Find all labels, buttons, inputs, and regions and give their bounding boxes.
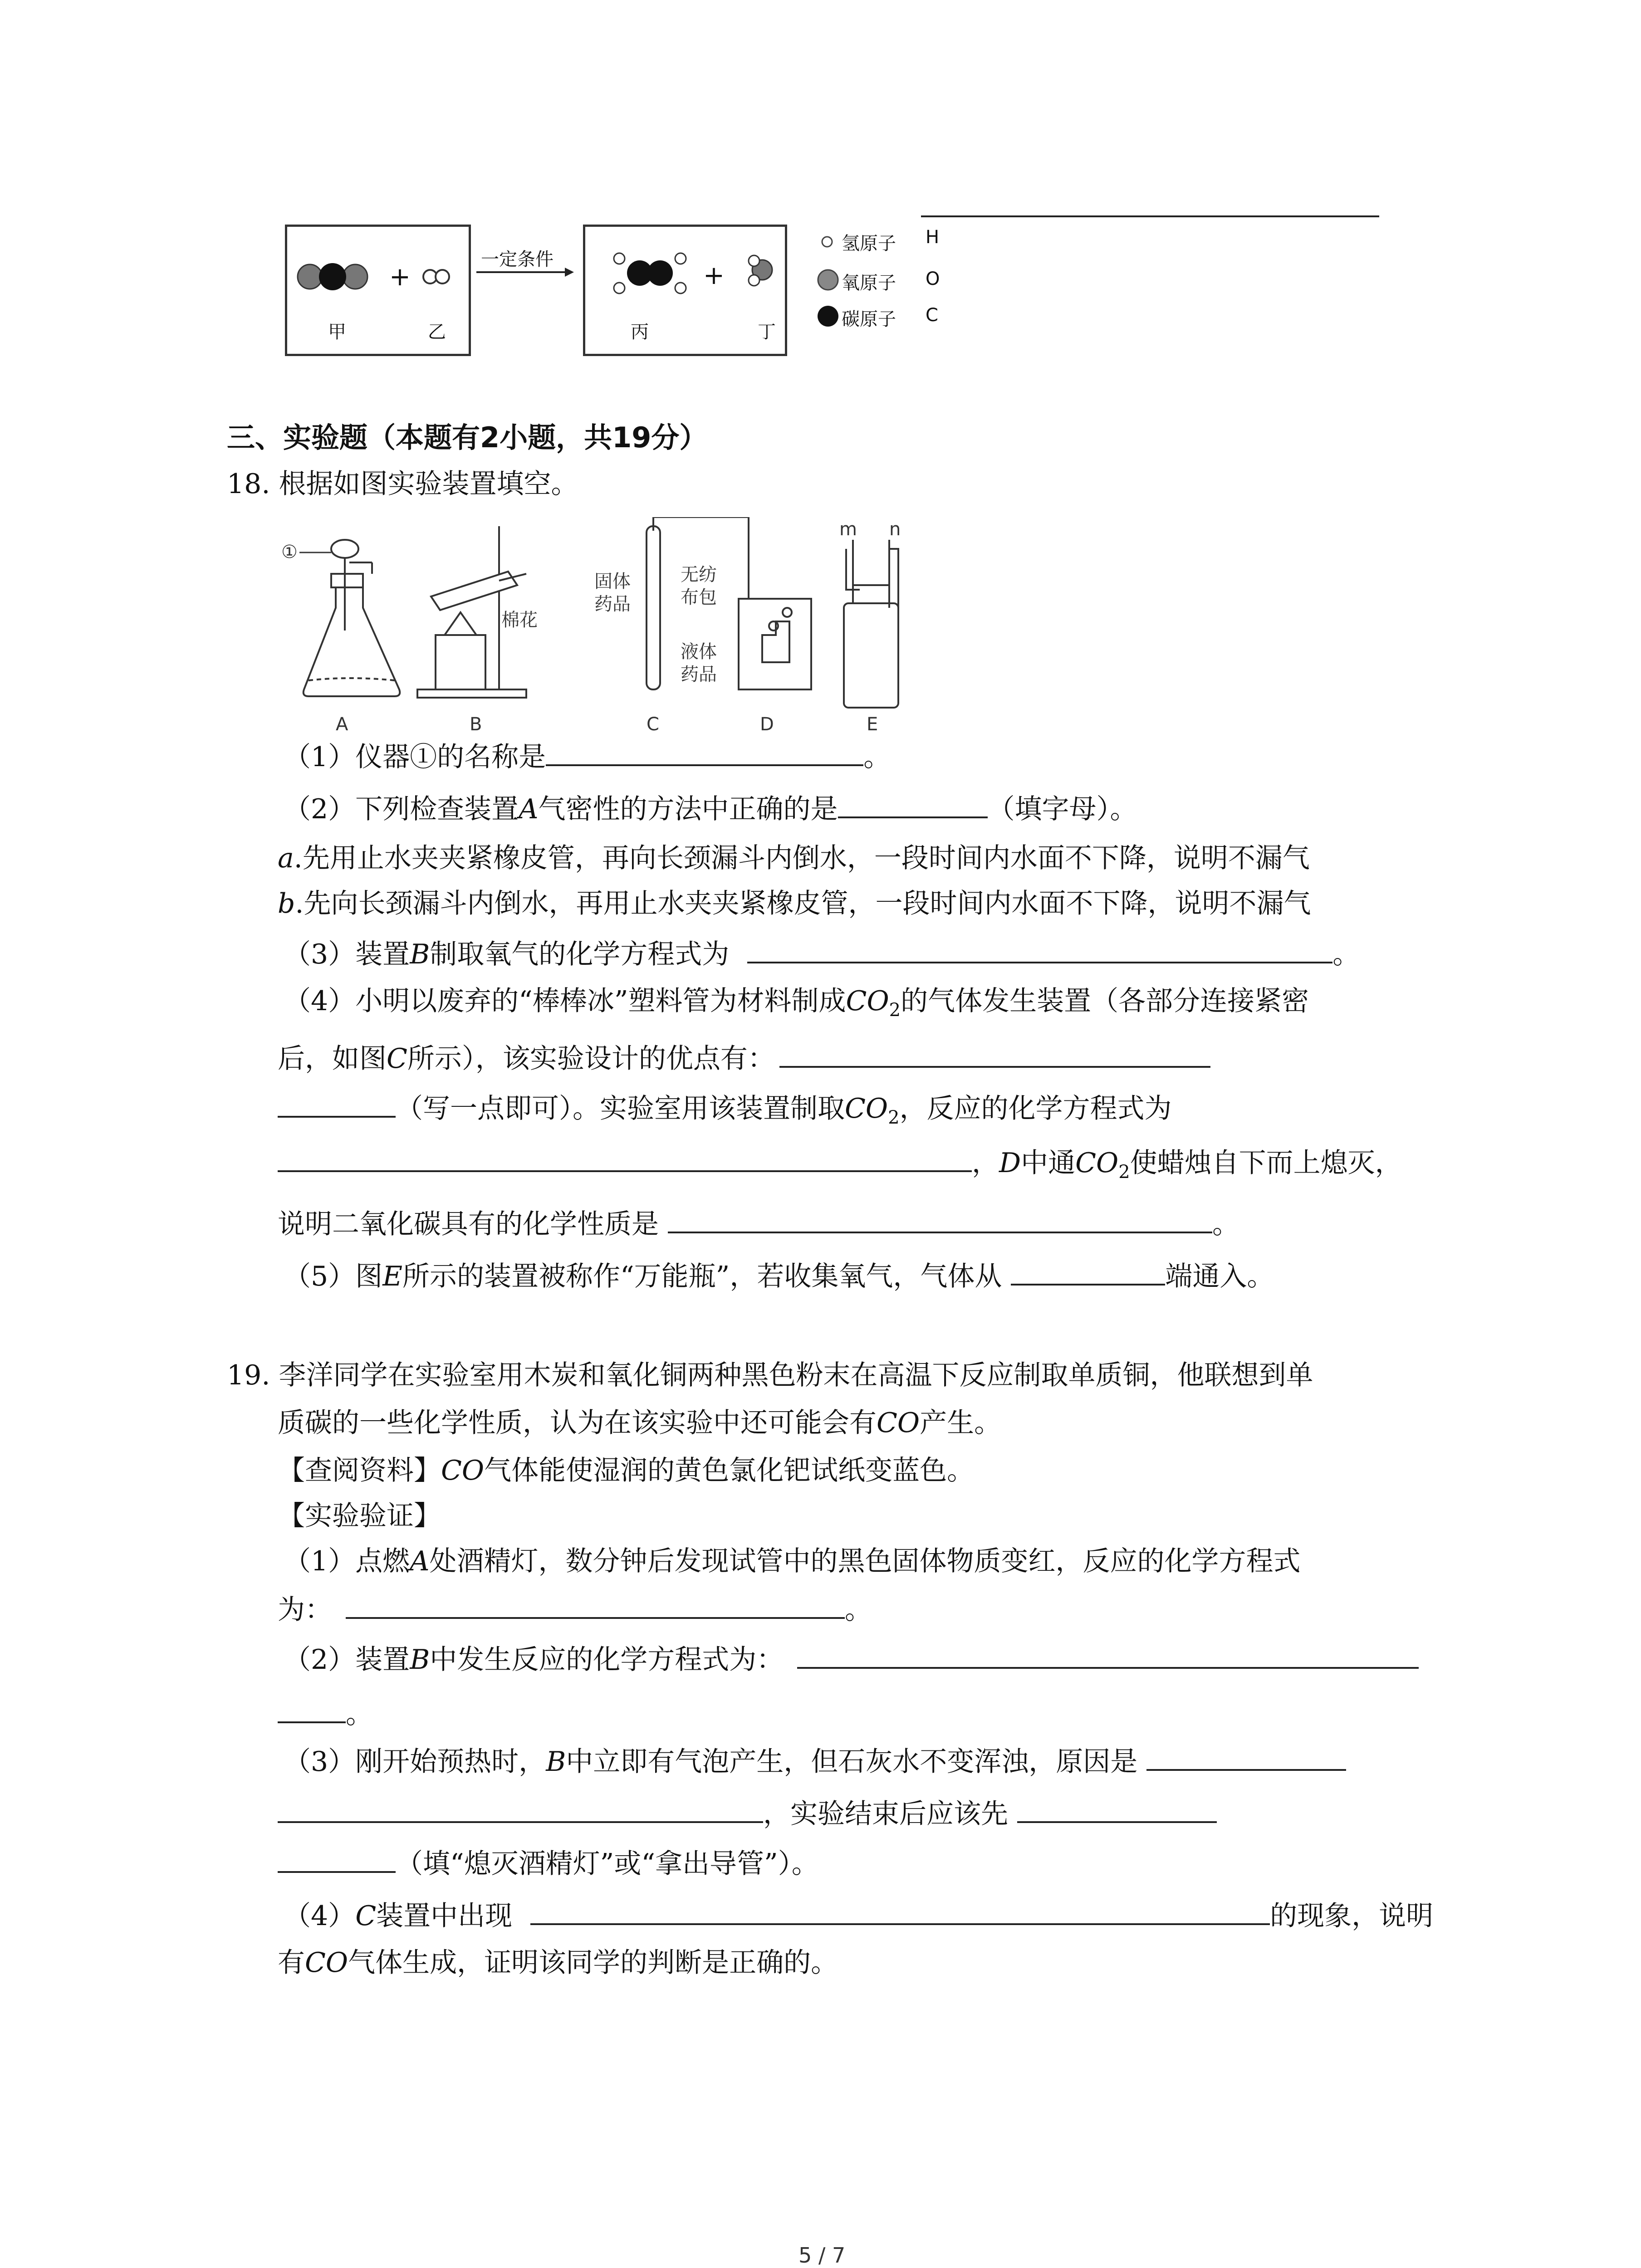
- q18-p4-c: 后，如图: [278, 1043, 387, 1075]
- product-bing-c2: [647, 260, 673, 286]
- q18-opt-a-text: .先用止水夹夹紧橡皮管，再向长颈漏斗内倒水，一段时间内水面不下降，说明不漏气: [294, 842, 1310, 874]
- q19-p2-blank[interactable]: [797, 1640, 1419, 1669]
- q18-p4-sub2-c: 2: [1118, 1162, 1130, 1183]
- product-bing-h3: [675, 253, 686, 264]
- q19-p4-b: 装置中出现: [376, 1900, 513, 1932]
- q18-p4-co2-b: CO: [845, 1093, 888, 1124]
- q18-part4-line4: [278, 1143, 1402, 1191]
- q18-p2-end: （填字母）。: [987, 793, 1137, 825]
- products-box: [583, 225, 787, 356]
- q18-p4-sub2-b: 2: [888, 1107, 900, 1128]
- apparatus-c-cloth-2: 布包: [681, 587, 717, 608]
- q19-p1-b: 处酒精灯，数分钟后发现试管中的黑色固体物质变红，反应的化学方程式: [429, 1545, 1301, 1577]
- apparatus-c-liquid-2: 药品: [681, 664, 717, 685]
- q19-reference: [278, 1452, 974, 1490]
- q18-p4-co2: CO: [846, 985, 889, 1017]
- q19-p4-d: 有: [278, 1947, 305, 1979]
- q19-part3-line1: [284, 1742, 1346, 1781]
- apparatus-c: [647, 517, 811, 689]
- arrow-label: 一定条件: [481, 249, 554, 270]
- q18-p3-text-b: 制取氧气的化学方程式为: [430, 938, 730, 970]
- q19-p4-blank[interactable]: [530, 1896, 1270, 1925]
- q19-intro-end: 产生。: [920, 1407, 1002, 1439]
- q19-p4-c-letter: C: [355, 1900, 377, 1932]
- q19-p3-c: ，实验结束后应该先: [763, 1798, 1008, 1830]
- apparatus-label-d: D: [760, 714, 774, 735]
- q19-intro-a: 19. 李洋同学在实验室用木炭和氧化铜两种黑色粉末在高温下反应制取单质铜，他联想到单: [227, 1359, 1313, 1391]
- reactant-yi-hydrogen-right: [436, 270, 449, 284]
- q19-p2-b-letter: B: [410, 1644, 430, 1676]
- q19-p3-b-letter: B: [546, 1746, 566, 1778]
- q19-p3-a: （3）刚开始预热时，: [284, 1746, 546, 1778]
- legend-oxygen-icon: [817, 269, 839, 291]
- q19-p3-reason-blank-2[interactable]: [278, 1794, 763, 1823]
- apparatus-c-cloth-1: 无纺: [681, 564, 717, 585]
- q19-p4-e: 气体生成，证明该同学的判断是正确的。: [348, 1947, 838, 1979]
- q19-p4-c: 的现象，说明: [1270, 1900, 1434, 1932]
- apparatus-a-marker: ①: [281, 542, 298, 562]
- q19-p1-end: 。: [845, 1594, 872, 1626]
- q19-p4-co: CO: [305, 1947, 348, 1979]
- q19-p3-first-blank[interactable]: [1017, 1794, 1217, 1823]
- legend-carbon-icon: [817, 305, 839, 327]
- q18-p4-j: 说明二氧化碳具有的化学性质是: [278, 1208, 659, 1240]
- label-ding: 丁: [758, 322, 776, 342]
- q18-part1: [284, 737, 891, 776]
- q19-p1-a: （1）点燃: [284, 1545, 410, 1577]
- legend-hydrogen-icon: [820, 235, 834, 249]
- q18-p2-a-letter: A: [519, 793, 539, 825]
- q19-part4-line2: [278, 1944, 838, 1982]
- q18-p4-equation-blank[interactable]: [278, 1143, 972, 1172]
- q19-part4-line1: [284, 1896, 1433, 1935]
- reaction-arrow: [472, 263, 576, 281]
- reactant-jia-oxygen-left: [298, 264, 322, 289]
- q18-p5-a: （5）图: [284, 1261, 383, 1292]
- apparatus-a: [304, 540, 400, 696]
- apparatus-c-solid-2: 药品: [594, 594, 631, 615]
- q18-intro: 18. 根据如图实验装置填空。: [227, 468, 578, 500]
- q19-p3-first-blank-2[interactable]: [278, 1844, 396, 1873]
- q18-part2: [284, 789, 1137, 828]
- q18-p5-blank[interactable]: [1011, 1256, 1165, 1286]
- apparatus-e: [844, 540, 898, 708]
- q18-p4-end: 。: [1212, 1208, 1239, 1240]
- q18-p1-blank[interactable]: [546, 737, 863, 766]
- q18-p3-text: （3）装置: [284, 938, 410, 970]
- q18-part4-line5: [278, 1204, 1239, 1243]
- reactants-box: [285, 225, 471, 356]
- label-bing: 丙: [631, 322, 649, 342]
- q19-ref-a: 【查阅资料】: [278, 1455, 441, 1486]
- section-title: 三、实验题（本题有2小题，共19分）: [227, 421, 708, 454]
- q18-part4-line3: [278, 1089, 1172, 1137]
- apparatus-c-liquid-1: 液体: [681, 641, 717, 662]
- legend-carbon-symbol: C: [926, 305, 938, 326]
- q18-opt-b-letter: b: [278, 888, 295, 919]
- q18-p2-text: （2）下列检查装置: [284, 793, 519, 825]
- q18-part4-line1: [284, 982, 1309, 1029]
- q19-intro-b: 质碳的一些化学性质，认为在该实验中还可能会有: [278, 1407, 877, 1439]
- q19-p3-b: 中立即有气泡产生，但石灰水不变浑浊，原因是: [566, 1746, 1138, 1778]
- q19-p2-blank-2[interactable]: [278, 1694, 346, 1723]
- q19-verify-heading: 【实验验证】: [278, 1500, 441, 1532]
- q19-ref-b: 气体能使湿润的黄色氯化钯试纸变蓝色。: [484, 1455, 975, 1486]
- q19-p1-blank[interactable]: [346, 1590, 845, 1619]
- q18-p3-blank[interactable]: [747, 934, 1332, 963]
- q18-p4-g: ，: [972, 1147, 999, 1179]
- q18-apparatus-figure: [281, 517, 1189, 735]
- reactant-jia-carbon: [319, 263, 346, 290]
- product-bing-h2: [614, 283, 625, 293]
- q18-p4-a: （4）小明以废弃的“棒棒冰”塑料管为材料制成: [284, 985, 846, 1017]
- q19-intro-co: CO: [877, 1407, 920, 1439]
- q19-part3-line2: [278, 1794, 1217, 1833]
- apparatus-label-c: C: [647, 714, 659, 735]
- legend-carbon-name: 碳原子: [842, 309, 896, 330]
- apparatus-label-e: E: [867, 714, 878, 735]
- apparatus-e-n: n: [889, 519, 901, 540]
- product-ding-h1: [749, 255, 759, 266]
- product-bing-h1: [614, 253, 625, 264]
- top-answer-line: [921, 215, 1379, 217]
- legend-oxygen-name: 氧原子: [842, 273, 896, 293]
- product-bing-h4: [675, 283, 686, 293]
- q18-p4-c-letter: C: [387, 1043, 407, 1075]
- label-jia: 甲: [328, 322, 346, 342]
- q18-p5-end: 端通入。: [1165, 1261, 1274, 1292]
- q18-p4-advantage-blank[interactable]: [779, 1039, 1210, 1068]
- q18-option-b: [278, 885, 1311, 923]
- q19-p3-reason-blank[interactable]: [1146, 1742, 1346, 1771]
- legend-hydrogen-name: 氢原子: [842, 233, 896, 254]
- product-ding-h2: [749, 275, 759, 286]
- q18-opt-a-letter: a: [278, 842, 294, 874]
- q19-p2-a: （2）装置: [284, 1644, 410, 1676]
- q18-p1-text: （1）仪器①的名称是: [284, 741, 546, 773]
- q18-p3-end: 。: [1332, 938, 1360, 970]
- q19-p4-a: （4）: [284, 1900, 356, 1932]
- q19-p1-c: 为：: [278, 1594, 332, 1626]
- apparatus-b-cotton: 棉花: [501, 610, 538, 631]
- q18-option-a: [278, 839, 1310, 877]
- q18-p4-e: （写一点即可）。实验室用该装置制取: [396, 1093, 845, 1124]
- q18-p4-h: 中通: [1021, 1147, 1076, 1179]
- q18-p3-b-letter: B: [410, 938, 430, 970]
- q18-p5-b: 所示的装置被称作“万能瓶”，若收集氧气，气体从: [402, 1261, 1002, 1292]
- q18-p1-end: 。: [863, 741, 891, 773]
- q18-p4-b: 的气体发生装置（各部分连接紧密: [901, 985, 1309, 1017]
- page-number: 5 / 7: [798, 2243, 846, 2268]
- plus-sign-2: +: [703, 261, 725, 290]
- product-molecules: [585, 227, 785, 354]
- apparatus-label-a: A: [336, 714, 348, 735]
- q18-p4-f: ，反应的化学方程式为: [899, 1093, 1172, 1124]
- apparatus-label-b: B: [470, 714, 482, 735]
- legend-hydrogen-symbol: H: [926, 227, 940, 248]
- plus-sign-1: +: [389, 262, 411, 292]
- q18-p5-e-letter: E: [382, 1261, 402, 1292]
- q19-p3-d: （填“熄灭酒精灯”或“拿出导管”）。: [396, 1848, 819, 1880]
- q19-p2-end: 。: [346, 1698, 373, 1730]
- q19-part1-line1: [284, 1542, 1301, 1580]
- q19-p2-b: 中发生反应的化学方程式为：: [430, 1644, 784, 1676]
- q19-part3-line3: [278, 1844, 819, 1883]
- q18-p2-blank[interactable]: [838, 789, 988, 818]
- q18-p4-property-blank[interactable]: [668, 1204, 1212, 1233]
- apparatus-c-solid-1: 固体: [594, 571, 631, 592]
- q18-p4-sub2: 2: [889, 1000, 901, 1021]
- reactant-jia-oxygen-right: [343, 264, 367, 289]
- label-yi: 乙: [428, 322, 446, 342]
- q19-ref-co: CO: [441, 1455, 485, 1486]
- legend-oxygen-symbol: O: [926, 269, 940, 289]
- q19-intro-line2: [278, 1404, 1001, 1442]
- q18-opt-b-text: .先向长颈漏斗内倒水，再用止水夹夹紧橡皮管，一段时间内水面不下降，说明不漏气: [295, 888, 1311, 919]
- q18-part3: [284, 934, 1360, 973]
- q18-part5: [284, 1256, 1274, 1295]
- q18-p4-d: 所示），该实验设计的优点有：: [407, 1043, 775, 1075]
- q19-part1-line2: [278, 1590, 872, 1629]
- q18-p4-advantage-blank-2[interactable]: [278, 1089, 396, 1118]
- q19-part2-line2: [278, 1694, 373, 1733]
- q19-intro-line1: [227, 1356, 1313, 1394]
- q18-p4-i: 使蜡烛自下而上熄灭，: [1130, 1147, 1402, 1179]
- apparatus-e-m: m: [839, 519, 857, 540]
- q18-p4-d-letter: D: [999, 1147, 1021, 1179]
- q19-p1-a-letter: A: [410, 1545, 430, 1577]
- q18-p2-text-b: 气密性的方法中正确的是: [538, 793, 838, 825]
- q19-part2-line1: [284, 1640, 1419, 1679]
- q18-p4-co2-c: CO: [1075, 1147, 1119, 1179]
- q18-part4-line2: [278, 1039, 1210, 1078]
